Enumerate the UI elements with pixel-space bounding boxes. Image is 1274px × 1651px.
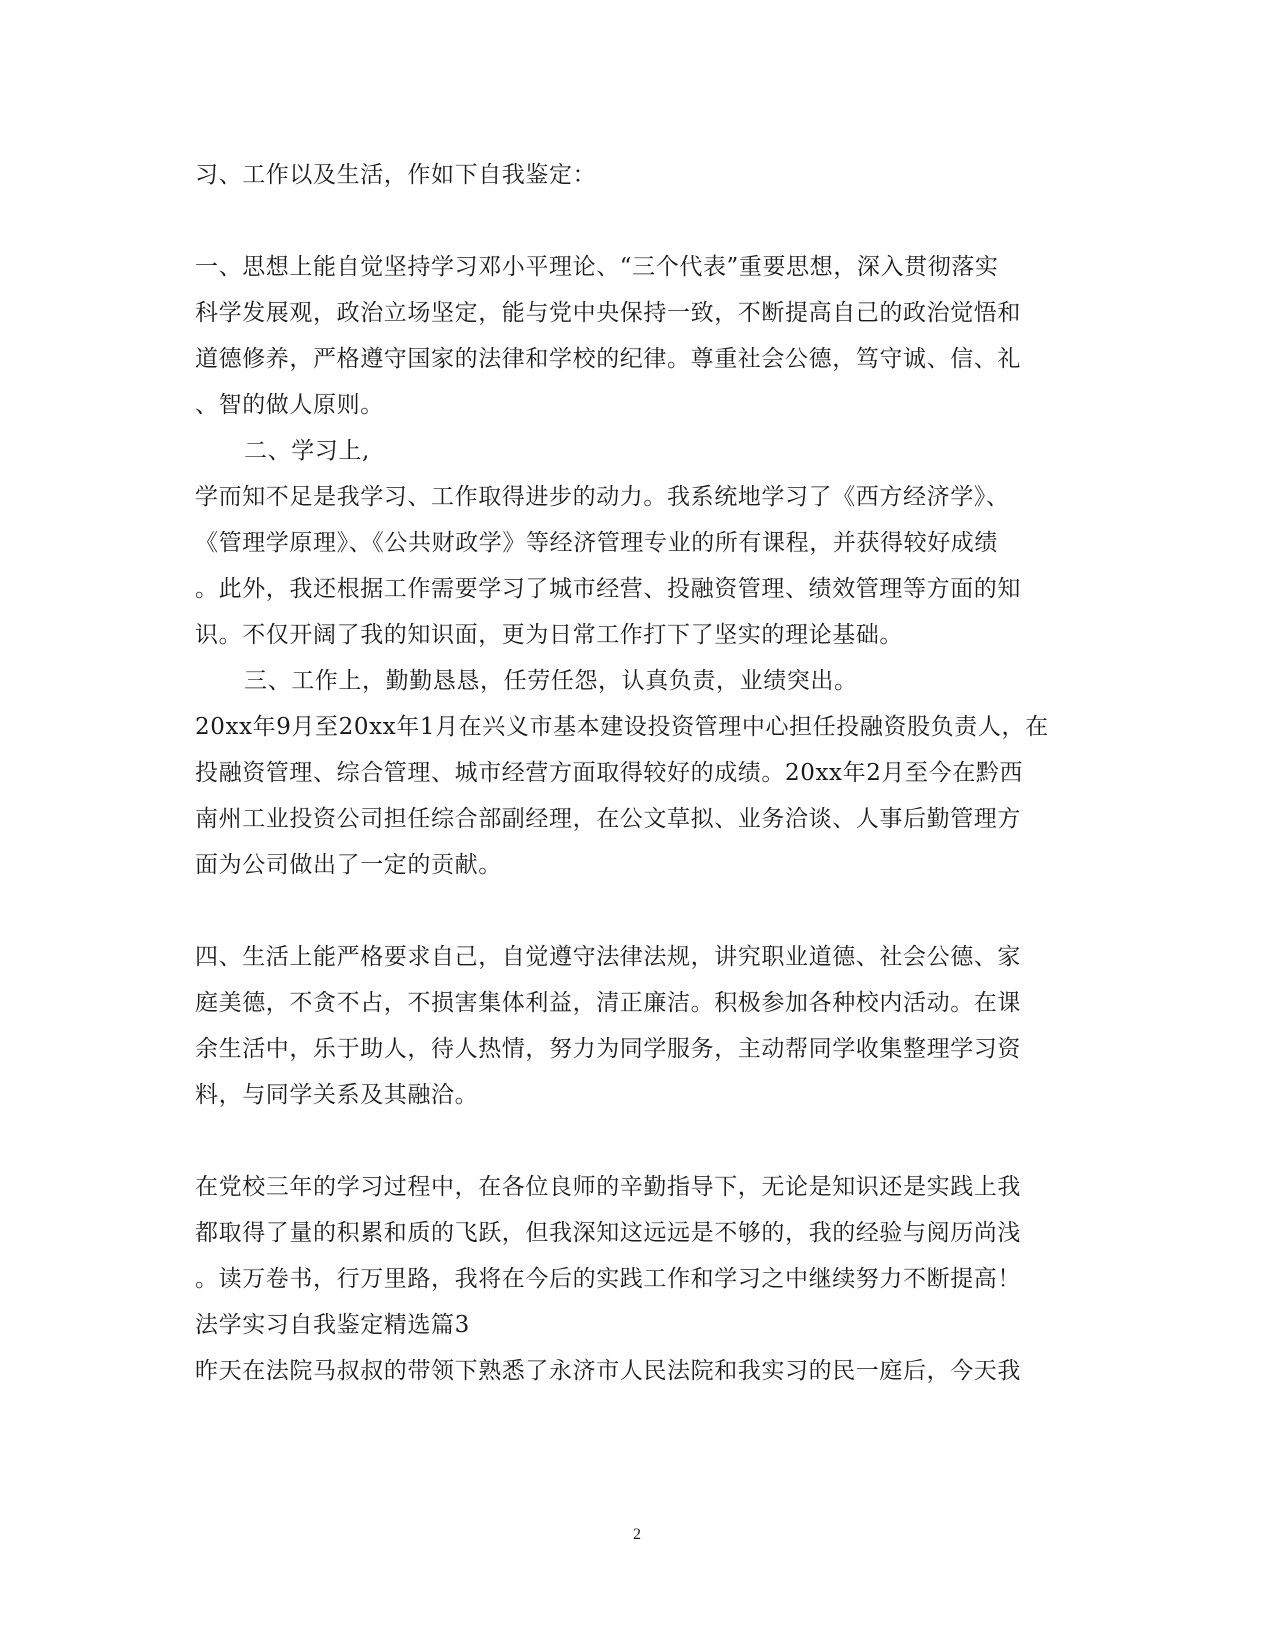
text-line: 面为公司做出了一定的贡献。 [195, 852, 502, 878]
text-line: 在党校三年的学习过程中，在各位良师的辛勤指导下，无论是知识还是实践上我 [195, 1174, 1021, 1200]
text-line: 庭美德，不贪不占，不损害集体利益，清正廉洁。积极参加各种校内活动。在课 [195, 990, 1021, 1016]
text-line: 。读万卷书，行万里路，我将在今后的实践工作和学习之中继续努力不断提高！ [195, 1266, 1021, 1292]
text-line: 习、工作以及生活，作如下自我鉴定： [195, 162, 597, 188]
text-line: 余生活中，乐于助人，待人热情，努力为同学服务，主动帮同学收集整理学习资 [195, 1036, 1021, 1062]
section-heading: 三、工作上，勤勤恳恳，任劳任怨，认真负责，业绩突出。 [244, 668, 858, 694]
text-line: 料，与同学关系及其融洽。 [195, 1082, 479, 1108]
page-number: 2 [633, 1526, 641, 1543]
text-line: 昨天在法院马叔叔的带领下熟悉了永济市人民法院和我实习的民一庭后，今天我 [195, 1358, 1021, 1384]
text-line: 学而知不足是我学习、工作取得进步的动力。我系统地学习了《西方经济学》、 [195, 484, 1010, 510]
text-line: 道德修养，严格遵守国家的法律和学校的纪律。尊重社会公德，笃守诚、信、礼 [195, 346, 1021, 372]
text-line: 。此外，我还根据工作需要学习了城市经营、投融资管理、绩效管理等方面的知 [195, 576, 1021, 602]
text-line: 、智的做人原则。 [195, 392, 384, 418]
text-line: 四、生活上能严格要求自己，自觉遵守法律法规，讲究职业道德、社会公德、家 [195, 944, 1021, 970]
text-line: 《管理学原理》、《公共财政学》等经济管理专业的所有课程，并获得较好成绩 [195, 530, 998, 556]
text-line: 都取得了量的积累和质的飞跃，但我深知这远远是不够的，我的经验与阅历尚浅 [195, 1220, 1021, 1246]
text-line: 南州工业投资公司担任综合部副经理，在公文草拟、业务洽谈、人事后勤管理方 [195, 806, 1021, 832]
text-line: 20xx年9月至20xx年1月在兴义市基本建设投资管理中心担任投融资股负责人，在 [195, 714, 1049, 740]
section-heading: 二、学习上, [244, 438, 370, 464]
text-line: 一、思想上能自觉坚持学习邓小平理论、“三个代表”重要思想，深入贯彻落实 [195, 254, 999, 280]
text-line: 投融资管理、综合管理、城市经营方面取得较好的成绩。20xx年2月至今在黔西 [195, 760, 1024, 786]
text-line: 科学发展观，政治立场坚定，能与党中央保持一致，不断提高自己的政治觉悟和 [195, 300, 1021, 326]
section-title: 法学实习自我鉴定精选篇3 [195, 1312, 470, 1338]
text-line: 识。不仅开阔了我的知识面，更为日常工作打下了坚实的理论基础。 [195, 622, 903, 648]
